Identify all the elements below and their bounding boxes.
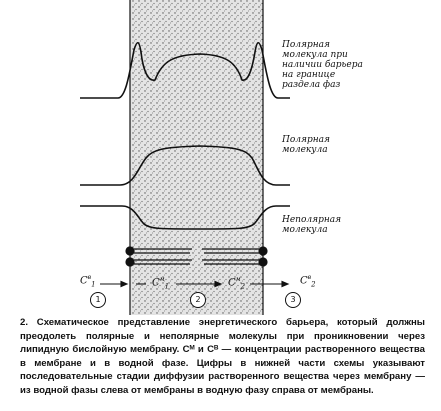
stage-1-marker: 1 <box>90 292 106 308</box>
stage-2-marker: 2 <box>190 292 206 308</box>
conc-c2-membrane: $C^м_2$ <box>228 276 246 291</box>
conc-c1-membrane: $C^м_1$ <box>152 276 170 291</box>
lipid-head <box>125 257 134 266</box>
membrane-band <box>130 0 263 315</box>
caption-number: 2. <box>20 317 29 328</box>
lipid-head <box>125 246 134 255</box>
conc-c1-water: $C^в_1$ <box>80 274 96 289</box>
label-nonpolar: Неполярная молекула <box>282 215 342 235</box>
label-polar: Полярная молекула <box>282 135 330 155</box>
conc-c2-water: $C^в_2$ <box>300 274 316 289</box>
figure-caption <box>20 316 425 398</box>
caption-text: Схематическое представление энергетического барьера, который должны преодолеть полярные и неполярные молекулы при проникновении через липидную бислойную мембрану. Cᴹ и Cᴮ — концентрации растворенного вещества в мембране и в водной фазе. Цифры в нижней части схемы указывают последовательные стадии диффузии растворенного вещества через мембрану — из водной фазы слева от мембраны в водную фазу справа от мембраны. <box>20 317 425 396</box>
lipid-head <box>258 246 267 255</box>
label-polar-barrier: Полярная молекула при наличии барьера на границе раздела фаз <box>282 40 363 90</box>
lipid-head <box>258 257 267 266</box>
stage-3-marker: 3 <box>285 292 301 308</box>
